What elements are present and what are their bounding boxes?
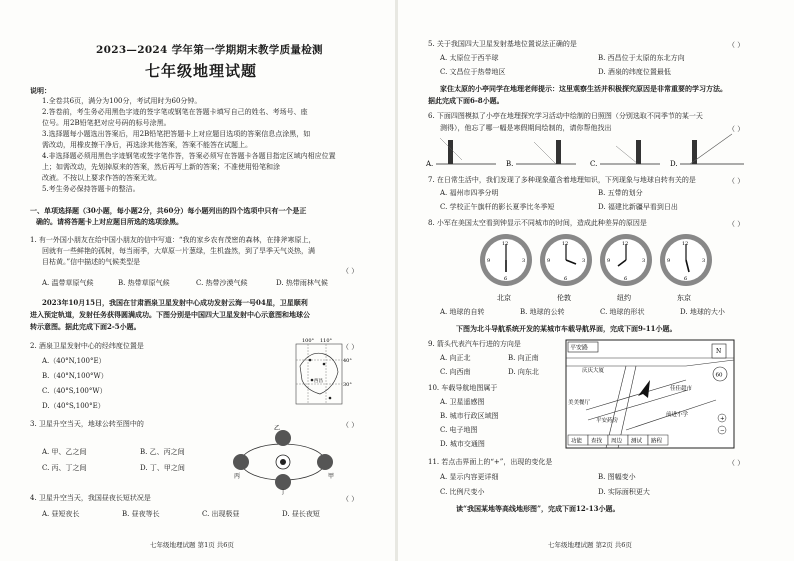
instructions-heading: 说明： — [30, 86, 51, 95]
question-2: 2. 酒泉卫星发射中心的经纬度位置是 — [30, 342, 144, 350]
map-label-lon-110: 110° — [320, 338, 333, 344]
question-9: 9. 箭头代表汽车行进的方向是 — [428, 340, 521, 348]
option: B. 昼夜等长 — [122, 510, 160, 518]
earth-bing — [233, 454, 249, 470]
shadow-label-b: B. — [506, 160, 514, 168]
option: C. 出现极昼 — [202, 510, 240, 518]
label-ding: 丁 — [280, 489, 287, 496]
nav-button[interactable]: 路程 — [651, 438, 663, 445]
passage-line: 转示意图。据此完成下面2-5小题。 — [30, 322, 141, 331]
clock-beijing — [480, 234, 532, 286]
earth-orbit-diagram — [228, 424, 338, 494]
option: A.（40°N,100°E） — [42, 357, 106, 365]
map-label-xichang: 西昌 — [314, 379, 323, 384]
option: D. 昼长夜短 — [282, 510, 320, 518]
option: A. 甲、乙之间 — [42, 448, 87, 456]
clock-numeral: 6 — [504, 276, 508, 282]
nav-place-label: 平安药房 — [596, 418, 619, 424]
answer-parens: （ ） — [342, 495, 359, 503]
option: C. 丙、丁之间 — [42, 464, 87, 472]
clock-numeral: 3 — [702, 258, 706, 264]
question-1: 1. 有一外国小朋友在给中国小朋友的信中写道：“我的家乡农有茂密的森林，在排斧寒原上， — [30, 236, 316, 244]
instruction-line: 改液。不按以上要求作答的答案无效。 — [42, 174, 161, 182]
instruction-line: 4.非选择题必须用黑色字迹钢笔或签字笔作答，答案必须写在答题卡各题目指定区域内相应位置 — [42, 152, 336, 160]
shadow-label-c: C. — [590, 160, 598, 168]
option: A. 向正北 — [440, 354, 471, 362]
option: A. 昼短夜长 — [42, 510, 80, 518]
city-label-newyork: 纽约 — [617, 294, 631, 302]
option: A. 卫星遥感图 — [440, 398, 485, 406]
question-1-line: 目枯黄。”信中描述的气候类型是 — [42, 258, 141, 266]
clock-numeral: 6 — [624, 276, 628, 282]
right-page — [398, 0, 794, 561]
exam-title: 2023—2024 学年第一学期期末教学质量检测 — [96, 44, 323, 56]
answer-parens: （ ） — [728, 459, 745, 467]
clock-numeral: 12 — [562, 241, 569, 247]
city-label-london: 伦敦 — [557, 294, 571, 302]
nav-button[interactable]: 测试 — [631, 438, 643, 445]
shadow-label-a: A. — [426, 160, 434, 168]
answer-parens: （ ） — [728, 41, 745, 49]
clock-numeral: 9 — [487, 258, 491, 264]
world-clocks — [478, 232, 718, 304]
clock-numeral: 3 — [582, 258, 586, 264]
launch-center-map — [290, 338, 350, 410]
option: B. 向正南 — [508, 354, 539, 362]
car-navigation-map — [566, 340, 734, 448]
answer-parens: （ ） — [342, 343, 359, 351]
clock-numeral: 3 — [522, 258, 526, 264]
clock-numeral: 12 — [622, 241, 629, 247]
question-3: 3. 卫星升空当天，地球公转至图中的 — [30, 420, 144, 428]
clock-numeral: 9 — [667, 258, 671, 264]
city-label-tokyo: 东京 — [677, 294, 691, 302]
option: D. 向东北 — [508, 368, 539, 376]
question-6: 6. 下面四图模拟了小亭在地理探究学习活动中绘制的日照图（分别选取不同季节的某一天 — [428, 112, 703, 120]
option: B. 热带草原气候 — [118, 279, 170, 287]
shadow-label-d: D. — [670, 160, 678, 168]
nav-place-label: 前进小学 — [666, 412, 689, 418]
clock-numeral: 3 — [642, 258, 646, 264]
option: D. 丁、甲之间 — [140, 464, 185, 472]
option: C. 文昌位于热带地区 — [440, 68, 506, 76]
clock-numeral: 12 — [682, 241, 689, 247]
option: D. 热带雨林气候 — [276, 279, 328, 287]
instruction-line: 2.答卷前，考生务必用黑色字迹的签字笔或钢笔在答题卡填写自己的姓名、考场号、座 — [42, 108, 308, 116]
question-10: 10. 车载导航地图属于 — [428, 384, 498, 392]
option: B. 图幅变小 — [598, 473, 636, 481]
label-yi: 乙 — [274, 425, 281, 432]
label-jia: 甲 — [328, 473, 335, 480]
earth-ding — [275, 474, 291, 490]
question-11: 11. 若点击界面上的“+”，出现的变化是 — [428, 458, 553, 466]
option: D.（40°S,100°E） — [42, 402, 105, 410]
passage-line: 进入预定轨道，发射任务获得圆满成功。下图分别是中国四大卫星发射中心示意图和地球公 — [30, 310, 310, 319]
option: D. 地球的大小 — [680, 308, 725, 316]
page-footer: 七年级地理试题 第2页 共6页 — [548, 541, 632, 549]
question-4: 4. 卫星升空当天，我国昼夜长短状况是 — [30, 494, 151, 502]
option: D. 酒泉的纬度位置最低 — [598, 68, 671, 76]
instruction-line: 需改动，用橡皮擦干净后，再选涂其他答案，答案不能答在试题上。 — [42, 141, 252, 149]
nav-place-label: 庆庆大厦 — [582, 368, 605, 374]
option: B. 地球的公转 — [520, 308, 565, 316]
nav-button-bar — [568, 435, 668, 445]
instruction-line: 上；如需改动，先划掉原来的答案，然后再写上新的答案；不准使用铅笔和涂 — [42, 163, 280, 171]
section-heading: 一、单项选择题（30小题，每小题2分，共60分）每小题列出的四个选项中只有一个是正 — [30, 206, 307, 215]
answer-parens: （ ） — [342, 267, 359, 275]
clock-numeral: 9 — [547, 258, 551, 264]
option: A. 福州市四季分明 — [440, 189, 499, 197]
passage-line: 据此完成下面6-8小题。 — [428, 96, 504, 105]
clock-london — [540, 234, 592, 286]
option: D. 实际面积更大 — [598, 488, 650, 496]
clock-numeral: 6 — [684, 276, 688, 282]
nav-button[interactable]: 周边 — [611, 438, 623, 445]
passage: 家住太原的小亭同学在地理老师提示：这里观察生活并积极探究原因是非常重要的学习方法。 — [440, 84, 727, 93]
question-7: 7. 在日常生活中，我们发现了多种现象蕴含着地理知识，下列现象与地球自转有关的是 — [428, 176, 696, 184]
passage: 下图为北斗导航系统开发的某城市车载导航界面，完成下面9-11小题。 — [456, 324, 677, 333]
option: D. 福建比新疆早看到日出 — [598, 203, 678, 211]
answer-parens: （ ） — [728, 125, 745, 133]
shadow-diagrams — [426, 134, 746, 170]
option: C.（40°S,100°W） — [42, 387, 107, 395]
instruction-line: 5.考生务必保持答题卡的整洁。 — [42, 185, 140, 193]
option: C. 学校正午旗杆的影长夏季比冬季短 — [440, 203, 555, 211]
question-5: 5. 关于我国四大卫星发射基地位置说法正确的是 — [428, 40, 577, 48]
city-label-beijing: 北京 — [497, 294, 511, 302]
option: A. 显示内容更详细 — [440, 473, 499, 481]
option: C. 向西南 — [440, 368, 471, 376]
option: B. 五带的划分 — [598, 189, 643, 197]
clock-tokyo — [660, 234, 712, 286]
earth-jia — [317, 454, 333, 470]
label-bing: 丙 — [234, 473, 241, 480]
left-page — [0, 0, 395, 561]
clock-newyork — [600, 234, 652, 286]
question-1-line: 回就有一些鲜艳的孤树，每当雨季，大草原一片葱绿，生机盎然，到了旱季天气炎热，满 — [42, 247, 315, 255]
answer-parens: （ ） — [342, 421, 359, 429]
answer-parens: （ ） — [728, 177, 745, 185]
passage: 2023年10月15日，我国在甘肃酒泉卫星发射中心成功发射云海一号04星，卫星顺利 — [42, 298, 308, 307]
nav-button[interactable]: 功能 — [571, 438, 583, 445]
clock-numeral: 9 — [607, 258, 611, 264]
nav-place-label: 佳佳超市 — [670, 386, 693, 392]
option: C. 热带沙漠气候 — [196, 279, 248, 287]
question-6-line: 测得），他忘了哪一幅是寒假期间绘制的，请你帮他找出 — [440, 124, 612, 132]
instruction-line: 位号。用2B铅笔把对应号码的标号涂黑。 — [42, 119, 171, 127]
speed-limit-icon: 60 — [715, 372, 723, 379]
option: A. 温带草原气候 — [42, 279, 94, 287]
page-footer: 七年级地理试题 第1页 共6页 — [150, 541, 234, 549]
exam-subject-title: 七年级地理试题 — [145, 62, 258, 80]
zoom-in-icon[interactable]: + — [720, 416, 725, 422]
section-heading-cont: 确的。请将答题卡上对应题目所选的选项涂黑。 — [36, 217, 183, 226]
zoom-out-icon[interactable]: − — [720, 428, 725, 434]
nav-place-label: 美美餐厅 — [568, 400, 591, 406]
option: A. 太原位于西半球 — [440, 54, 499, 62]
clock-numeral: 6 — [564, 276, 568, 282]
question-8: 8. 小军在美国太空看到钟显示不同城市的时间，造成此种差异的原因是 — [428, 219, 647, 227]
nav-road-label: 平安路 — [570, 344, 589, 352]
instruction-line: 3.选择题每小题选出答案后，用2B铅笔把答题卡上对应题目选项的答案信息点涂黑，如 — [42, 130, 311, 138]
map-label-lat-30: 30° — [343, 382, 352, 388]
clock-numeral: 12 — [502, 241, 509, 247]
option: B. 城市行政区域图 — [440, 412, 499, 420]
option: B.（40°N,100°W） — [42, 372, 108, 380]
option: C. 比例尺变小 — [440, 488, 485, 496]
earth-yi — [275, 430, 291, 446]
passage: 读“我国某地等高线地形图”，完成下面12-13小题。 — [456, 504, 620, 513]
option: C. 地球的形状 — [600, 308, 645, 316]
option: C. 电子地图 — [440, 426, 478, 434]
option: A. 地球的自转 — [440, 308, 485, 316]
instruction-line: 1.全卷共6页，满分为100分，考试用时为60分钟。 — [42, 97, 202, 105]
option: B. 乙、丙之间 — [140, 448, 185, 456]
option: B. 西昌位于太原的东北方向 — [598, 54, 685, 62]
nav-button[interactable]: 查找 — [591, 438, 603, 445]
map-label-lat-40: 40° — [343, 358, 352, 364]
option: D. 城市交通图 — [440, 440, 485, 448]
north-indicator-icon: N — [716, 348, 722, 355]
map-label-lon-100: 100° — [302, 338, 315, 344]
answer-parens: （ ） — [728, 220, 745, 228]
